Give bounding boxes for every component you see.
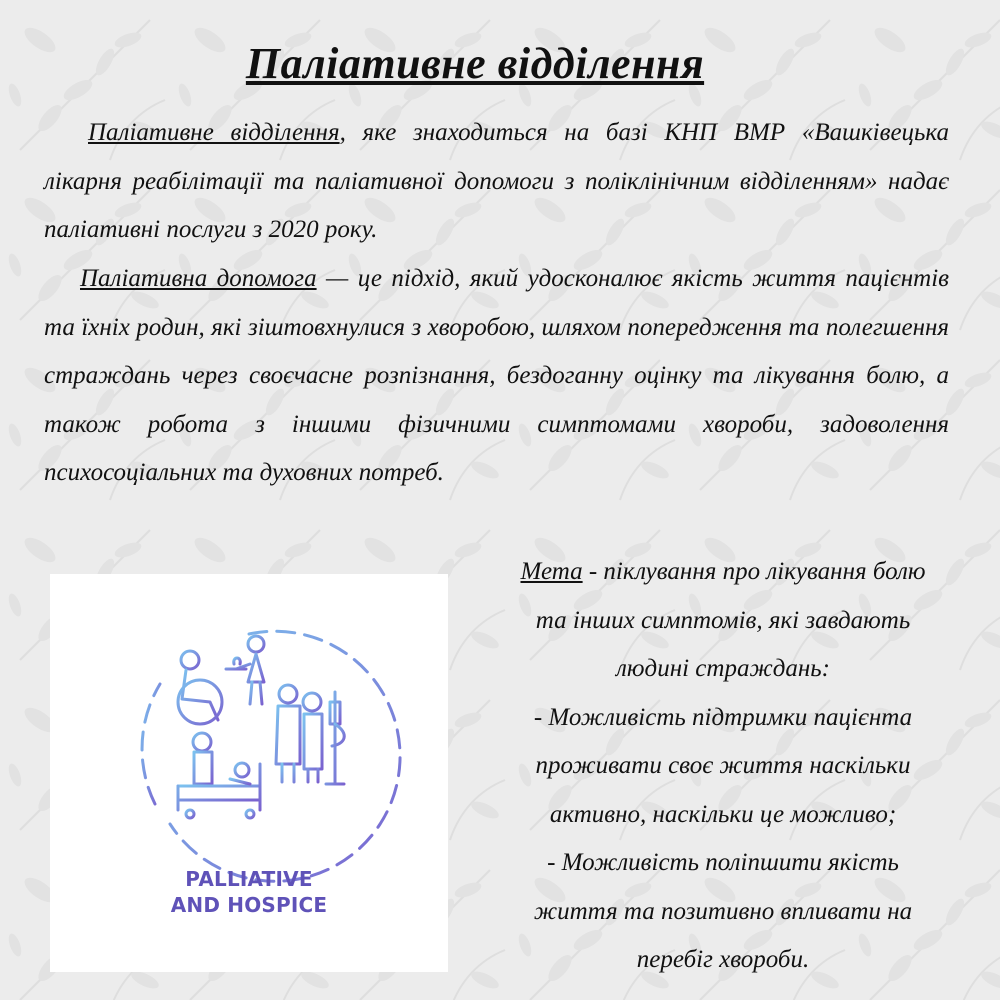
goal-line-6: активно, наскільки це можливо; [549, 800, 897, 828]
palliative-hospice-illustration [50, 574, 448, 972]
goal-line-3: людині страждань: [616, 655, 830, 682]
goal-section [468, 548, 978, 985]
goal-line-8: життя та позитивно впливати на [533, 897, 913, 925]
goal-line-2: та інших симптомів, які завдають [535, 606, 911, 634]
intro-paragraph [44, 109, 949, 255]
definition-paragraph [44, 255, 949, 498]
caption-line-2: AND HOSPICE [170, 893, 328, 917]
caption-line-1: PALLIATIVE [185, 867, 313, 891]
goal-line-4: - Можливість підтримки пацієнта [533, 703, 913, 731]
definition-text: — це підхід, який удосконалює якість життя пацієнтів та їхніх родин, які зіштовхнулися з хворобою, шляхом попередження та полегшення страждань через своєчасне розпізнання, бездоганну оцінку та лікування болю, а також робота з іншими фізичними симптомами хвороби, задоволення психосоціальних та духовних потреб. [44, 265, 950, 486]
goal-term: Мета [520, 558, 583, 585]
intro-text: , яке знаходиться на базі КНП ВМР «Вашківецька лікарня реабілітації та паліативної допомоги з поліклінічним відділенням» надає паліативні послуги з 2020 року. [44, 119, 949, 243]
definition-term: Паліативна допомога [80, 265, 317, 292]
goal-line-9: перебіг хвороби. [636, 946, 810, 973]
goal-line-5: проживати своє життя наскільки [535, 752, 911, 779]
intro-term: Паліативне відділення [88, 119, 340, 146]
page-title: Паліативне відділення [245, 39, 705, 88]
illustration-caption [50, 866, 448, 918]
goal-line-7: - Можливість поліпшити якість [547, 849, 899, 876]
goal-line-1: Мета - піклування про лікування болю [520, 558, 926, 585]
